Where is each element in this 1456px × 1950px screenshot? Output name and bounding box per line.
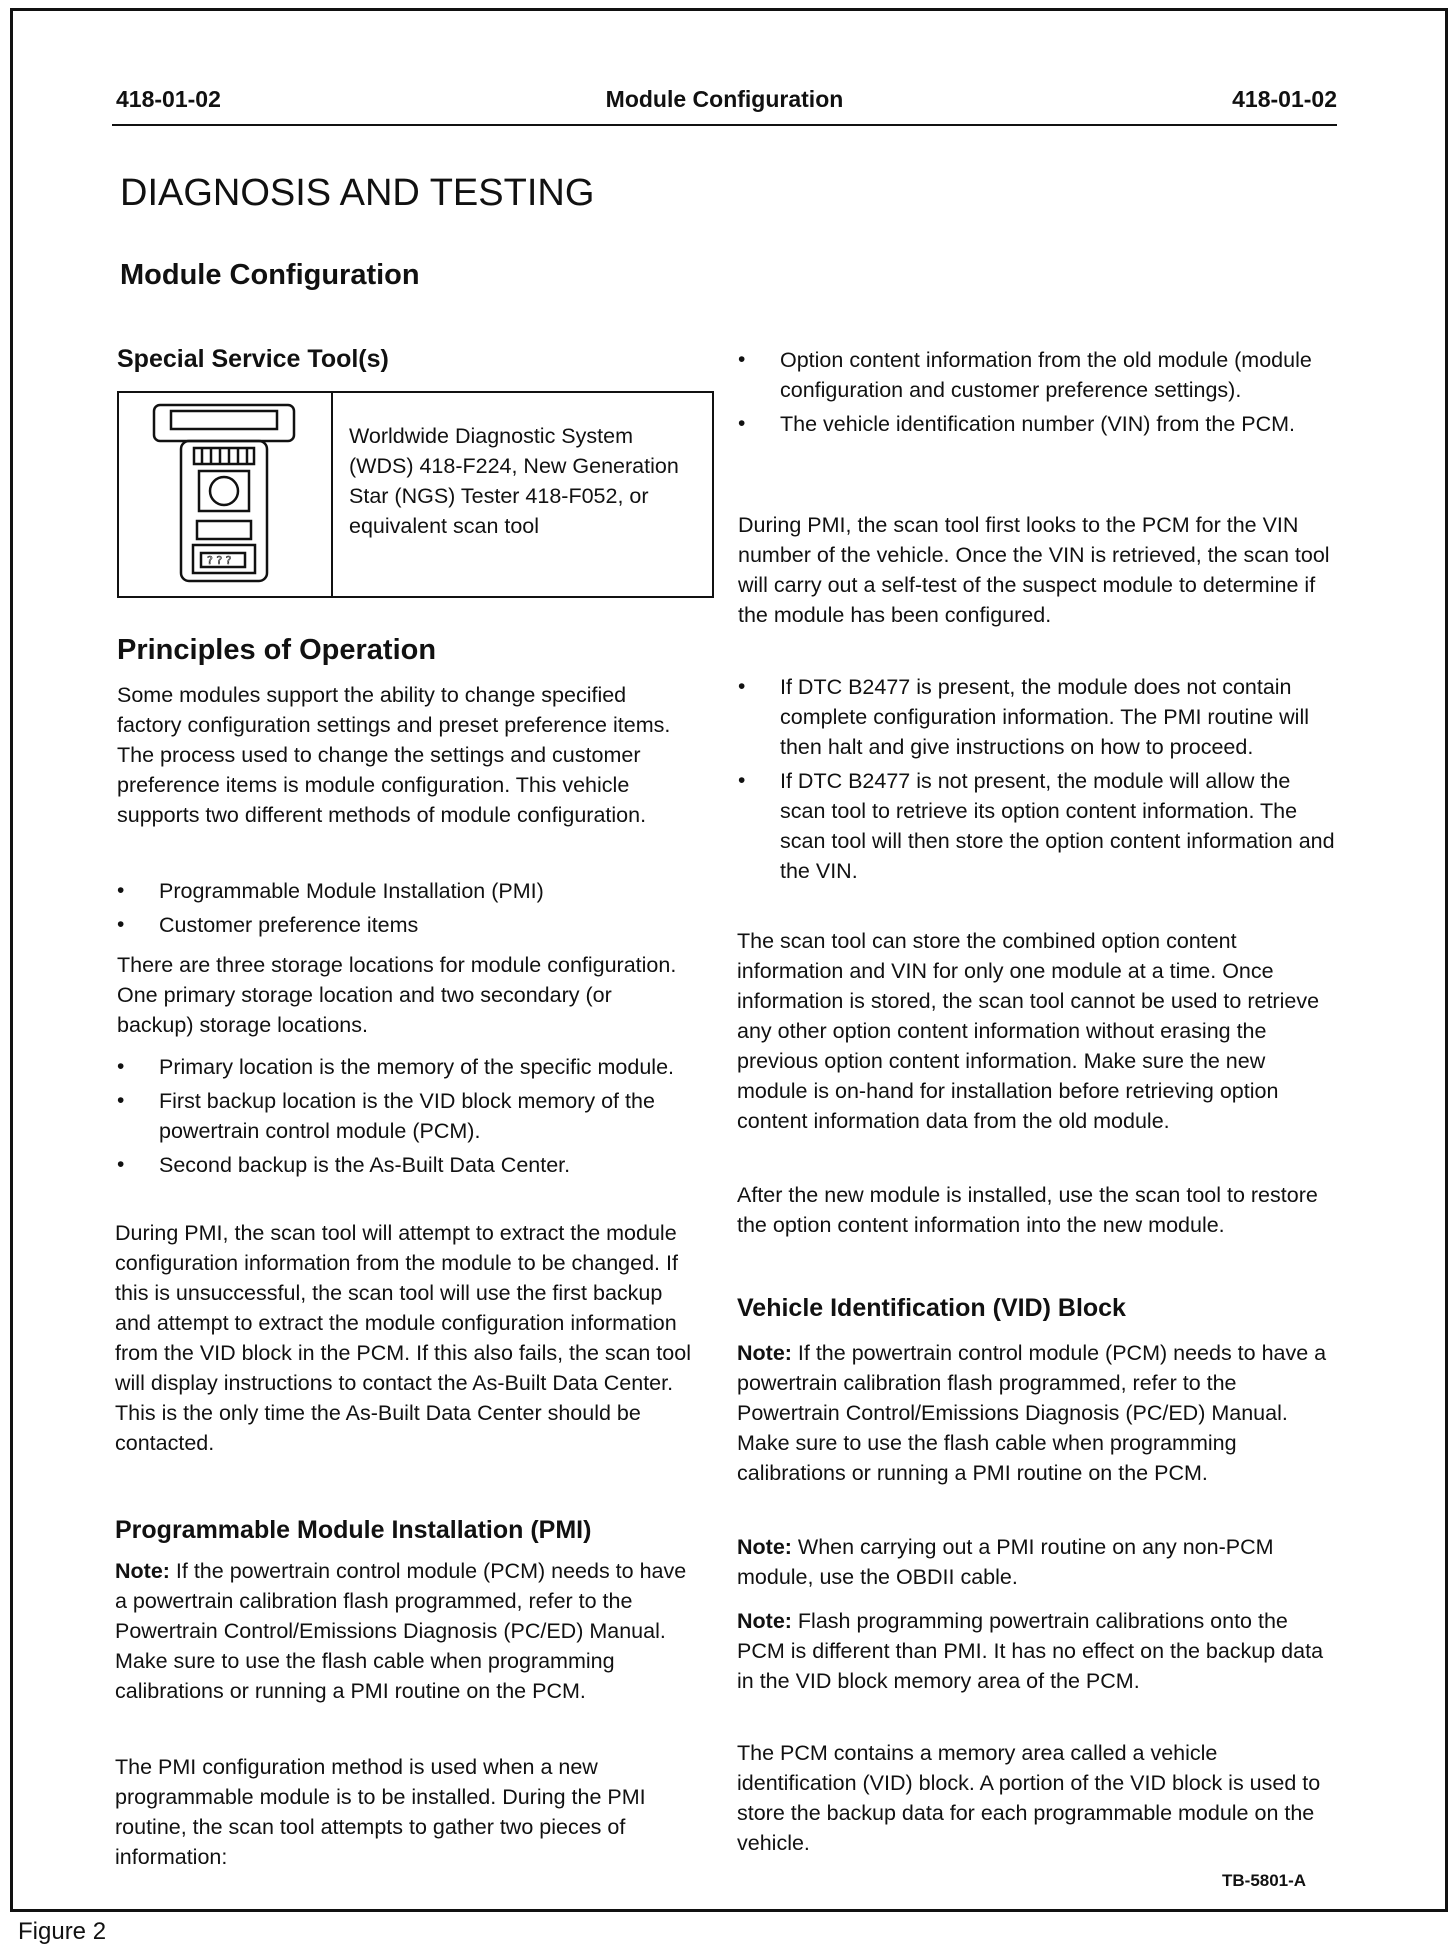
- figure-caption: Figure 2: [18, 1918, 107, 1945]
- note-label: Note:: [737, 1341, 792, 1365]
- subsection-title: Module Configuration: [120, 259, 420, 291]
- storage-list: [117, 1052, 697, 1184]
- scan-tool-icon: [119, 393, 331, 596]
- pmi-note: [115, 1556, 695, 1706]
- vin-paragraph: During PMI, the scan tool first looks to the PCM for the VIN number of the vehicle. Once the VIN is retrieved, the scan tool will carry out a self-test of the suspect module to determine if the module has been configured.: [738, 513, 1330, 627]
- note-label: Note:: [737, 1535, 792, 1559]
- principles-intro: Some modules support the ability to change specified factory configuration settings and preset preference items. The process used to change the settings and customer preference items is module configuration. This vehicle supports two different methods of module configuration.: [117, 683, 671, 827]
- vid-heading: Vehicle Identification (VID) Block: [737, 1294, 1126, 1322]
- vid-note-3: [737, 1606, 1337, 1696]
- pmi-method-paragraph: The PMI configuration method is used when a new programmable module is to be installed. During the PMI routine, the scan tool attempts to gather two pieces of information:: [115, 1755, 646, 1869]
- store-paragraph: The scan tool can store the combined option content information and VIN for only one module at a time. Once information is stored, the scan tool cannot be used to retrieve any other option content information without erasing the previous option content information. Make sure the new module is on-hand for installation before retrieving option content information data from the old module.: [737, 929, 1320, 1133]
- list-item: • Second backup is the As-Built Data Center.: [117, 1150, 697, 1180]
- vid-note-1: [737, 1338, 1337, 1488]
- list-item: • If DTC B2477 is not present, the module will allow the scan tool to retrieve its option content information. The scan tool will then store the option content information and the VIN.: [738, 766, 1338, 886]
- principles-heading: Principles of Operation: [117, 634, 437, 666]
- note-label: Note:: [115, 1559, 170, 1583]
- note-text: If the powertrain control module (PCM) needs to have a powertrain calibration flash programmed, refer to the Powertrain Control/Emissions Diagnosis (PC/ED) Manual. Make sure to use the flash cable when programming calibrations or running a PMI routine on the PCM.: [737, 1341, 1327, 1485]
- header-rule: [112, 124, 1337, 126]
- special-tools-heading: Special Service Tool(s): [117, 345, 389, 373]
- dtc-list: [738, 672, 1338, 890]
- note-label: Note:: [737, 1609, 792, 1633]
- note-text: If the powertrain control module (PCM) needs to have a powertrain calibration flash programmed, refer to the Powertrain Control/Emissions Diagnosis (PC/ED) Manual. Make sure to use the flash cable when programming calibrations or running a PMI routine on the PCM.: [115, 1559, 687, 1703]
- pmi-extract-paragraph: During PMI, the scan tool will attempt to extract the module configuration information from the module to be changed. If this is unsuccessful, the scan tool will use the first backup and attempt to extract the module configuration information from the VID block in the PCM. If this also fails, the scan tool will display instructions to contact the As-Built Data Center. This is the only time the As-Built Data Center should be contacted.: [115, 1221, 691, 1455]
- methods-list: [117, 876, 697, 944]
- footer-code: TB-5801-A: [1222, 1871, 1307, 1890]
- restore-paragraph: After the new module is installed, use the scan tool to restore the option content information into the new module.: [737, 1183, 1318, 1237]
- pmi-heading: Programmable Module Installation (PMI): [115, 1516, 592, 1544]
- list-item: • Primary location is the memory of the specific module.: [117, 1052, 697, 1082]
- running-header: [112, 86, 1337, 120]
- header-title: Module Configuration: [605, 86, 844, 112]
- list-item: • First backup location is the VID block memory of the powertrain control module (PCM).: [117, 1086, 697, 1146]
- special-tool-table: [117, 391, 714, 598]
- storage-intro: There are three storage locations for module configuration. One primary storage location and two secondary (or backup) storage locations.: [117, 953, 677, 1037]
- list-item: • Programmable Module Installation (PMI): [117, 876, 697, 906]
- note-text: Flash programming powertrain calibrations onto the PCM is different than PMI. It has no effect on the backup data in the VID block memory area of the PCM.: [737, 1609, 1324, 1693]
- header-left-code: 418-01-02: [116, 86, 221, 112]
- scan-tool-illustration: [119, 393, 333, 596]
- tool-description: Worldwide Diagnostic System (WDS) 418-F224, New Generation Star (NGS) Tester 418-F052, or equivalent scan tool: [349, 424, 679, 538]
- info-list: [738, 345, 1338, 443]
- svg-text:? ? ?: ? ? ?: [207, 554, 232, 567]
- list-item: • The vehicle identification number (VIN) from the PCM.: [738, 409, 1338, 439]
- note-text: When carrying out a PMI routine on any non-PCM module, use the OBDII cable.: [737, 1535, 1274, 1589]
- list-item: • Option content information from the old module (module configuration and customer preference settings).: [738, 345, 1338, 405]
- section-title: DIAGNOSIS AND TESTING: [120, 172, 595, 214]
- vid-note-2: [737, 1532, 1337, 1592]
- list-item: • Customer preference items: [117, 910, 697, 940]
- header-right-code: 418-01-02: [1232, 86, 1337, 112]
- list-item: • If DTC B2477 is present, the module does not contain complete configuration information. The PMI routine will then halt and give instructions on how to proceed.: [738, 672, 1338, 762]
- vid-paragraph: The PCM contains a memory area called a vehicle identification (VID) block. A portion of the VID block is used to store the backup data for each programmable module on the vehicle.: [737, 1741, 1321, 1855]
